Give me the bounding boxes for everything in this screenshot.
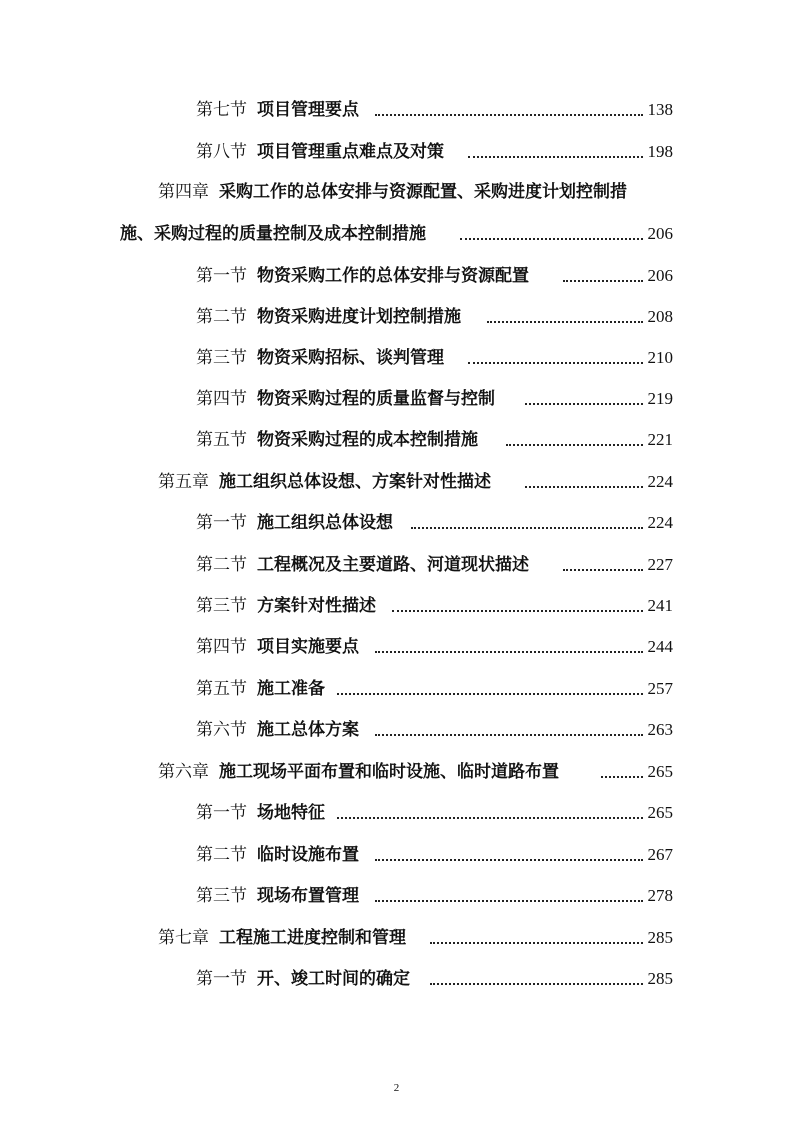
toc-title: 方案针对性描述 <box>257 596 376 616</box>
toc-number: 第三节 <box>196 348 247 368</box>
toc-title: 现场布置管理 <box>257 886 359 906</box>
dot-leader <box>601 776 643 778</box>
dot-leader <box>392 610 643 612</box>
toc-number: 第八节 <box>196 142 247 162</box>
toc-entry[interactable] <box>0 925 793 951</box>
toc-page: 263 <box>647 720 673 739</box>
toc-number: 第六章 <box>158 762 209 782</box>
toc-page: 210 <box>647 348 673 367</box>
dot-leader <box>506 444 643 446</box>
toc-page: 198 <box>647 142 673 161</box>
toc-entry[interactable] <box>0 759 793 785</box>
toc-entry[interactable] <box>0 427 793 453</box>
toc-entry[interactable] <box>0 593 793 619</box>
toc-title: 项目实施要点 <box>257 637 359 657</box>
dot-leader <box>430 942 643 944</box>
toc-number: 第六节 <box>196 720 247 740</box>
dot-leader <box>411 527 643 529</box>
toc-entry[interactable] <box>0 842 793 868</box>
dot-leader <box>468 362 643 364</box>
toc-title: 场地特征 <box>257 803 325 823</box>
dot-leader <box>460 238 643 240</box>
toc-title: 施工现场平面布置和临时设施、临时道路布置 <box>219 762 559 782</box>
toc-entry[interactable] <box>0 263 793 289</box>
toc-title: 物资采购进度计划控制措施 <box>257 307 461 327</box>
toc-number: 第四章 <box>158 182 209 202</box>
toc-entry[interactable] <box>0 552 793 578</box>
dot-leader <box>563 280 643 282</box>
toc-entry[interactable] <box>0 139 793 165</box>
toc-number: 第五章 <box>158 472 209 492</box>
toc-number: 第一节 <box>196 803 247 823</box>
toc-number: 第四节 <box>196 637 247 657</box>
toc-entry[interactable] <box>0 966 793 992</box>
dot-leader <box>337 693 643 695</box>
toc-entry[interactable] <box>0 345 793 371</box>
toc-title: 项目管理重点难点及对策 <box>257 142 444 162</box>
toc-page: 257 <box>647 679 673 698</box>
toc-title: 采购工作的总体安排与资源配置、采购进度计划控制措 <box>219 182 627 202</box>
dot-leader <box>375 859 643 861</box>
toc-entry[interactable] <box>0 469 793 495</box>
toc-page: 208 <box>647 307 673 326</box>
toc-number: 第七章 <box>158 928 209 948</box>
toc-entry[interactable] <box>0 510 793 536</box>
toc-number: 第三节 <box>196 596 247 616</box>
toc-page: 221 <box>647 430 673 449</box>
toc-title: 物资采购过程的成本控制措施 <box>257 430 478 450</box>
toc-page: 206 <box>647 224 673 243</box>
dot-leader <box>337 817 643 819</box>
dot-leader <box>375 114 643 116</box>
toc-page: 278 <box>647 886 673 905</box>
toc-number: 第二节 <box>196 307 247 327</box>
toc-title: 工程概况及主要道路、河道现状描述 <box>257 555 529 575</box>
toc-page: 224 <box>647 513 673 532</box>
toc-number: 第五节 <box>196 430 247 450</box>
dot-leader <box>525 403 643 405</box>
toc-page: 206 <box>647 266 673 285</box>
toc-title: 施工总体方案 <box>257 720 359 740</box>
toc-title: 开、竣工时间的确定 <box>257 969 410 989</box>
dot-leader <box>430 983 643 985</box>
toc-entry[interactable] <box>0 179 793 205</box>
dot-leader <box>375 651 643 653</box>
toc-number: 第二节 <box>196 845 247 865</box>
dot-leader <box>525 486 643 488</box>
dot-leader <box>468 156 643 158</box>
toc-title: 项目管理要点 <box>257 100 359 120</box>
dot-leader <box>563 569 643 571</box>
toc-entry[interactable] <box>0 883 793 909</box>
toc-page: 267 <box>647 845 673 864</box>
toc-number: 第四节 <box>196 389 247 409</box>
dot-leader <box>375 900 643 902</box>
toc-number: 第一节 <box>196 513 247 533</box>
toc-number: 第一节 <box>196 266 247 286</box>
page-number: 2 <box>393 1082 400 1094</box>
toc-entry[interactable] <box>0 676 793 702</box>
toc-entry[interactable] <box>0 634 793 660</box>
toc-title-continuation: 施、采购过程的质量控制及成本控制措施 <box>120 224 426 244</box>
toc-page: 285 <box>647 928 673 947</box>
toc-title: 施工组织总体设想 <box>257 513 393 533</box>
toc-page: 241 <box>647 596 673 615</box>
toc-title: 施工准备 <box>257 679 325 699</box>
toc-page: 219 <box>647 389 673 408</box>
toc-page: 224 <box>647 472 673 491</box>
toc-title: 工程施工进度控制和管理 <box>219 928 406 948</box>
toc-entry[interactable] <box>0 386 793 412</box>
toc-page: 265 <box>647 803 673 822</box>
toc-number: 第二节 <box>196 555 247 575</box>
toc-entry[interactable] <box>0 304 793 330</box>
toc-entry[interactable] <box>0 800 793 826</box>
toc-page: 227 <box>647 555 673 574</box>
toc-number: 第五节 <box>196 679 247 699</box>
toc-number: 第三节 <box>196 886 247 906</box>
toc-page: 138 <box>647 100 673 119</box>
toc-title: 临时设施布置 <box>257 845 359 865</box>
toc-entry-continuation[interactable] <box>0 221 793 247</box>
dot-leader <box>375 734 643 736</box>
toc-page: 265 <box>647 762 673 781</box>
toc-title: 物资采购过程的质量监督与控制 <box>257 389 495 409</box>
toc-number: 第七节 <box>196 100 247 120</box>
toc-title: 物资采购招标、谈判管理 <box>257 348 444 368</box>
toc-page: 244 <box>647 637 673 656</box>
toc-number: 第一节 <box>196 969 247 989</box>
toc-entry[interactable] <box>0 97 793 123</box>
toc-page: 285 <box>647 969 673 988</box>
toc-title: 施工组织总体设想、方案针对性描述 <box>219 472 491 492</box>
toc-entry[interactable] <box>0 717 793 743</box>
dot-leader <box>487 321 643 323</box>
toc-title: 物资采购工作的总体安排与资源配置 <box>257 266 529 286</box>
